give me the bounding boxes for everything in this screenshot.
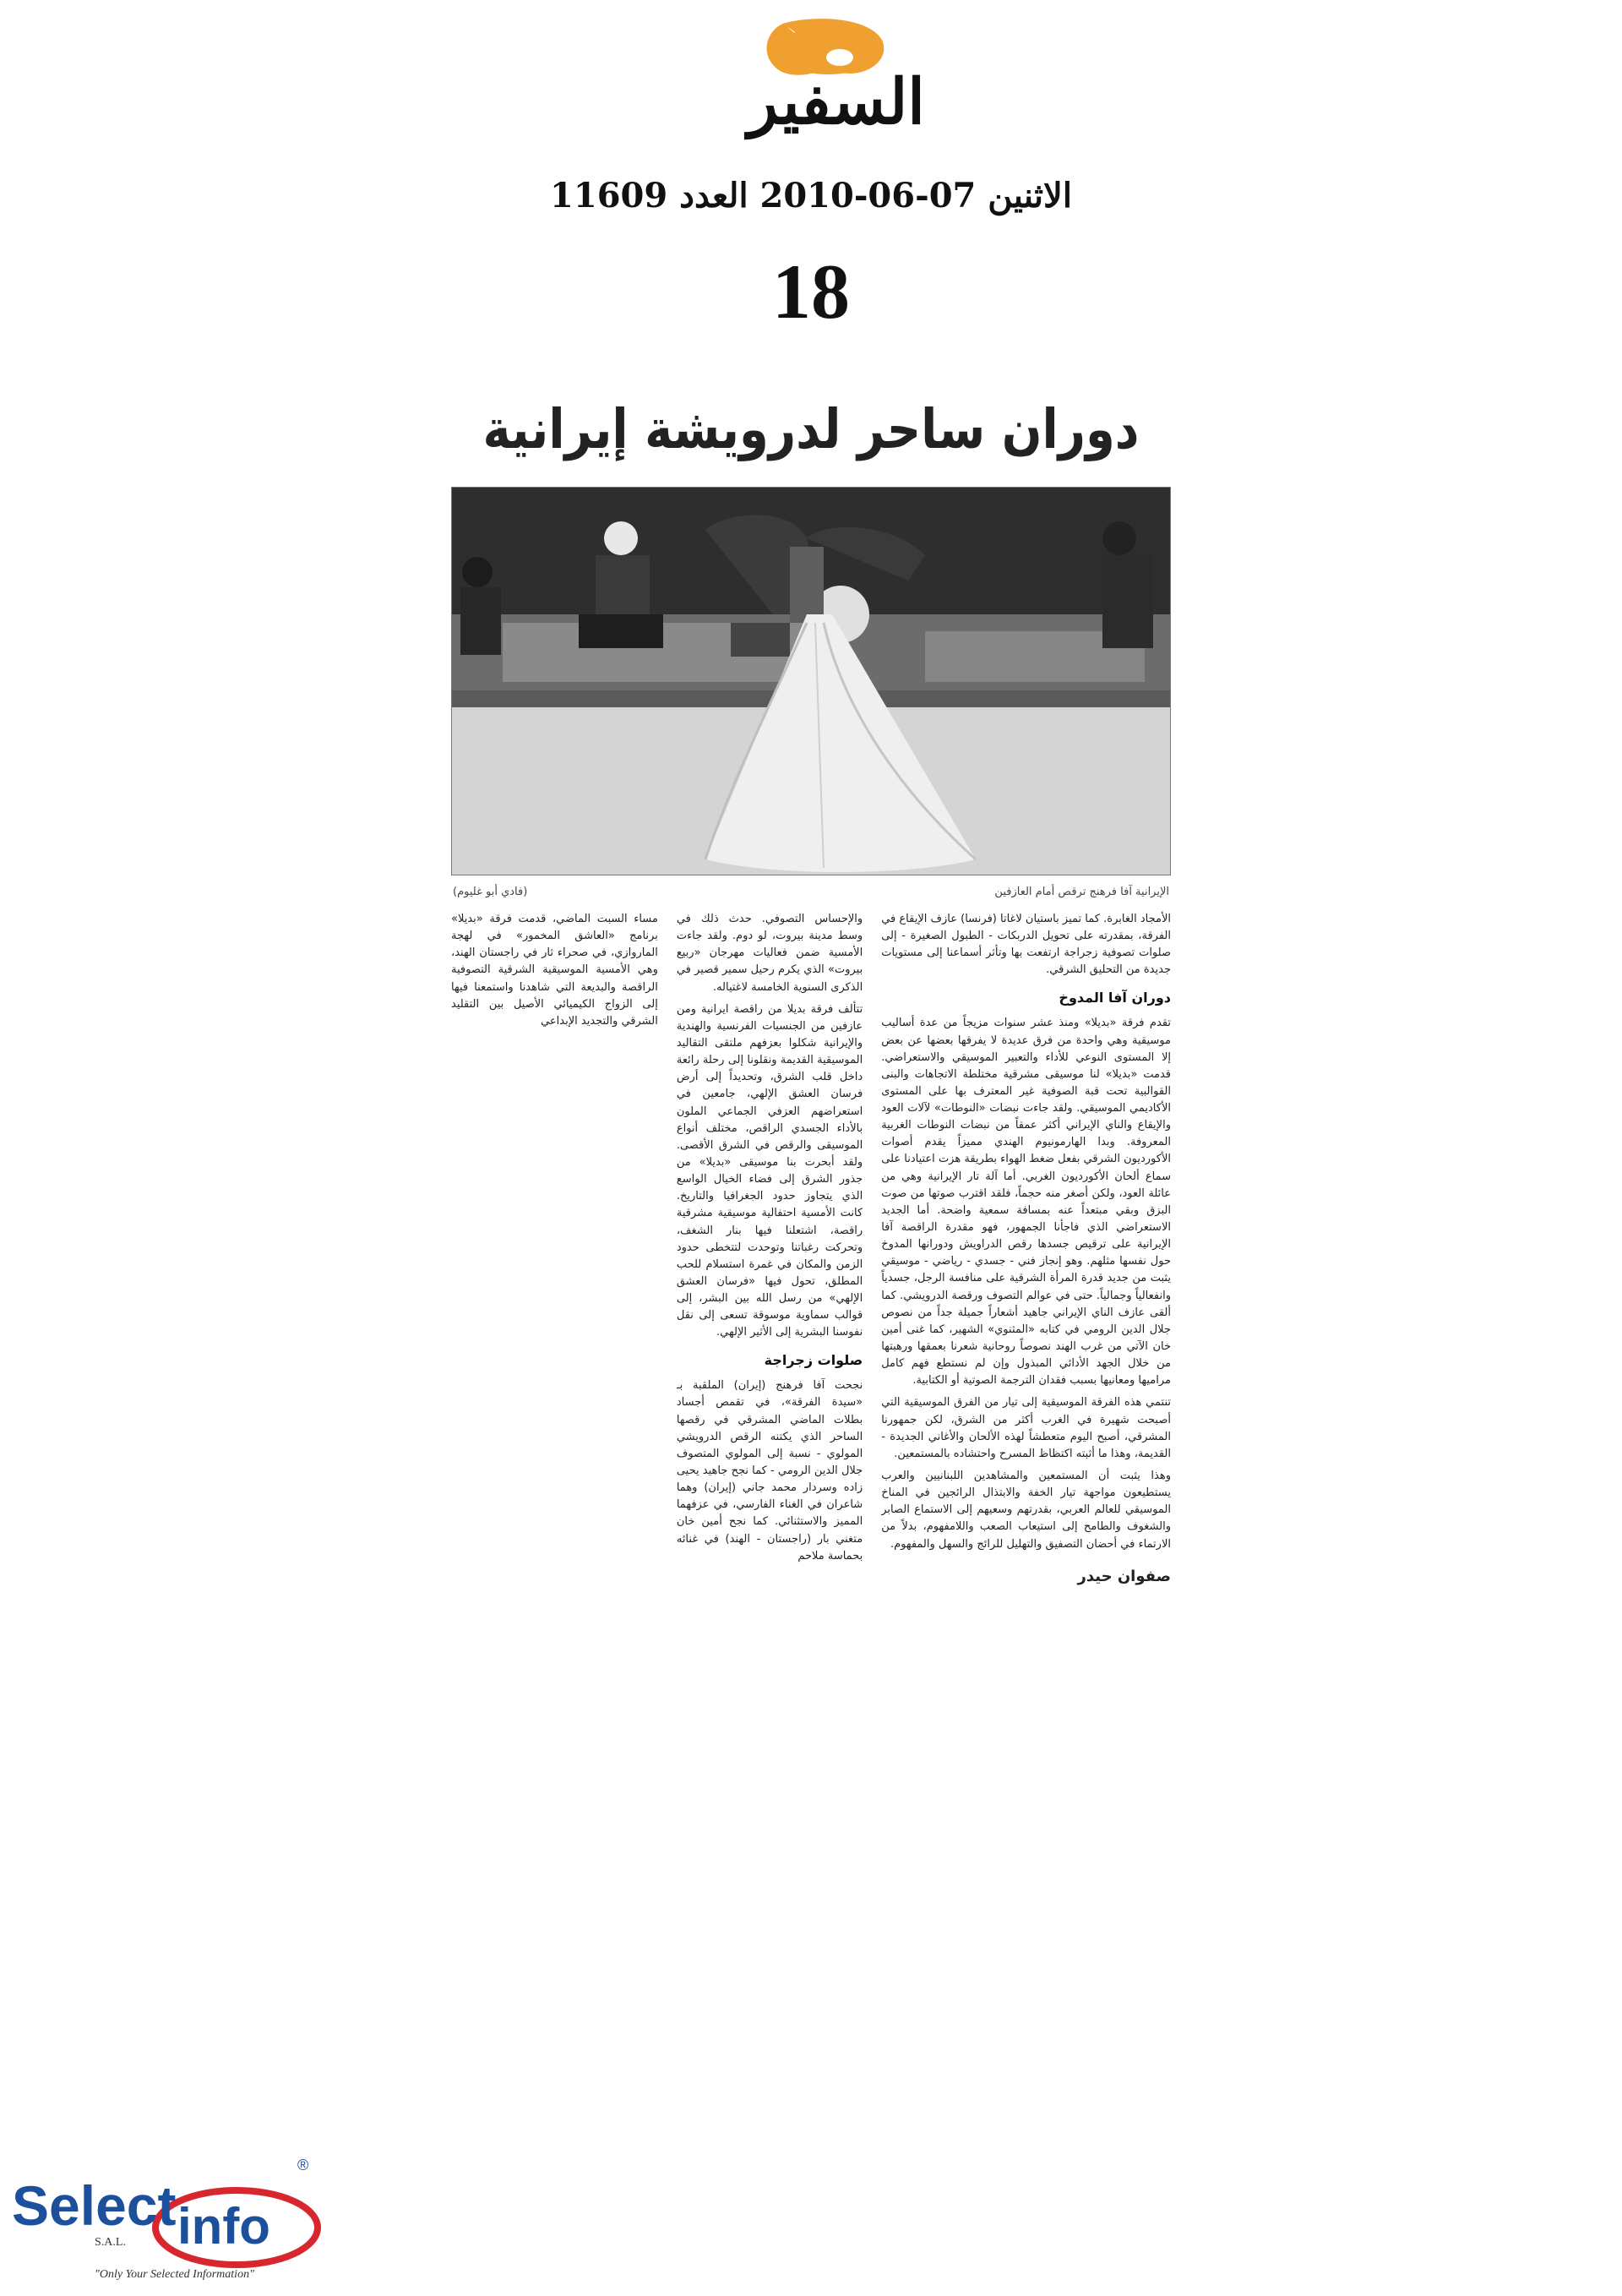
paragraph: تقدم فرقة «بديلا» ومنذ عشر سنوات مزيجاً من عدة أساليب موسيقية وهي واحدة من فرق عديدة لا يفرقها بعضها عن بعض إلا المستوى النوعي للأداء والتعبير الموسيقي والاستعراضي. قدمت «بديلا» لنا موسيقى مشرقية مختلطة الاتجاهات والبنى القوالبية تحت قبة الصوفية غير المعترف بها على المستوى الأكاديمي الموسيقي. ولقد جاءت نبضات «النوطات» لآلات العود والإيقاع والناي الإيراني أكثر عمقاً من نبضات النوطات الغربية المعروفة. وبدا الهارمونيوم الهندي مميزاً يقدم أصوات الأكورديون الشرقي بفعل ضغط الهواء بطريقة هزت اعتيادنا على سماع ألحان الأكورديون الغربي. أما آلة تار الإيرانية وهي من عائلة العود، ولكن أصغر منه حجماً، فلقد اقترب صوتها من صوت البزق وبقي مبتعداً عنه بمسافة سمعية واضحة. أما الجديد الاستعراضي الذي فاجأنا الجمهور، فهو مقدرة الراقصة آفا الإيرانية على ترقيص جسدها رقص الدراويش ودورانها المدوخ حول نفسها مثلهم. وهو إنجاز فني - جسدي - رياضي - موسيقي يثبت من جديد قدرة المرأة الشرقية على منافسة الرجل، جسدياً وانفعالياً وجمالياً. حتى في عوالم التصوف ورقصة الدرويشي. كما ألقى عازف الناي الإيراني جاهيد أشعاراً جميلة جداً من نصوص جلال الدين الرومي في كتابه «المثنوي» الشهير، كما غنى أمين خان الآتي من غرب الهند نصوصاً روحانية شعرنا بعمقها ورهبتها من خلال الجهد الأدائي المبذول وإن لم نستطع فهم كامل مراميها ومعانيها بسبب فقدان الترجمة الصوتية أو الكتابية.	[881, 1017, 1171, 1388]
newspaper-logo	[659, 17, 1014, 144]
article-column-3	[881, 911, 1171, 1942]
paragraph: تنتمي هذه الفرقة الموسيقية إلى تيار من الفرق الموسيقية التي أصبحت شهيرة في الغرب أكثر من الشرق، لكن جمهورنا المشرقي، أصبح اليوم متعطشاً لهذه الألحان والأغاني الجديدة - القديمة، وهذا ما أثبته اكتظاظ المسرح واحتشاده بالمستمعين.	[881, 1396, 1171, 1460]
select-info-word2: info	[177, 2198, 270, 2255]
paragraph: تتألف فرقة بديلا من راقصة ايرانية ومن عازفين من الجنسيات الفرنسية والهندية والإيرانية شكلوا بعزفهم ملتقى التقاليد الموسيقية القديمة ونقلونا إلى رحلة رائعة داخل قلب الشرق، وتحديداً إلى أرض فرسان العشق الإلهي، جامعين في استعراضهم العزفي الجماعي الملون بالأداء الجسدي الراقص، مختلف أنواع الموسيقى والرقص في الشرق الأقصى. ولقد أبحرت بنا موسيقى «بديلا» من جذور الشرق إلى فضاء الخيال الواسع الذي يتجاوز حدود الجغرافيا والتاريخ. كانت الأمسية احتفالية موسيقية مشرقية راقصة، اشتعلنا فيها بنار الشغف، وتحركت رغباتنا وتوحدت لتتخطى حدود الزمن والمكان في غمرة استسلام للحب المطلق، تحول فيها «فرسان العشق الإلهي» من رسل الله بين البشر، إلى قوالب سماوية موسوقة تسعى إلى نقل نفوسنا البشرية إلى الأثير الإلهي.	[676, 1002, 863, 1339]
newspaper-name: السفير	[748, 66, 925, 139]
photo-caption: الإيرانية آفا فرهنج ترقص أمام العازفين	[994, 886, 1169, 898]
article-body	[451, 911, 1171, 1942]
select-info-tagline: "Only Your Selected Information"	[95, 2268, 254, 2281]
select-info-logo	[7, 2153, 328, 2288]
subheading: صلوات زجراجة	[764, 1351, 863, 1368]
article-column-1	[451, 911, 658, 1942]
company-suffix: S.A.L.	[95, 2236, 126, 2249]
paragraph: والإحساس التصوفي. حدث ذلك في وسط مدينة بيروت، لو دوم. ولقد جاءت الأمسية ضمن فعاليات مهرجان «ربيع بيروت» الذي يكرم رحيل سمير قصير في الذكرى السنوية الخامسة لاغتياله.	[676, 913, 863, 994]
article-photo	[451, 487, 1171, 875]
select-info-word1: Select	[12, 2174, 177, 2237]
dervish-dancer-photo	[452, 488, 1170, 875]
paragraph: مساء السبت الماضي، قدمت فرقة «بديلا» برنامج «العاشق المخمور» في لهجة الماروازي، في صحراء ثار في راجستان الهند، وهي الأمسية الموسيقية الشرقية التصوفية الراقصة والبديعة التي شاهدنا واستمعنا فيها إلى الزواج الكيميائي الأصيل بين التقليد الشرقي والتجديد الإبداعي	[451, 913, 658, 1028]
article-column-2	[677, 911, 863, 1942]
registered-mark: ®	[297, 2157, 309, 2173]
article-headline: دوران ساحر لدرويشة إيرانية	[482, 398, 1140, 461]
issue-dateline: الاثنين 07-06-2010 العدد 11609	[550, 176, 1072, 215]
page-number: 18	[772, 248, 850, 335]
paragraph: وهذا يثبت أن المستمعين والمشاهدين اللبنانيين والعرب يستطيعون مواجهة تيار الخفة والابتذال الرائجين في المناخ الموسيقي للعالم العربي، بقدرتهم وسعيهم إلى الاستماع الصابر والشغوف والطامح إلى استيعاب الصعب واللامفهوم، بدلاً من الارتماء في أحضان التصفيق والتهليل للرائج والسهل والمفهوم.	[881, 1470, 1171, 1551]
author-byline: صفوان حيدر	[1077, 1567, 1171, 1585]
photo-credit: (فادي أبو غليوم)	[453, 886, 528, 898]
paragraph: الأمجاد الغابرة. كما تميز باستيان لاغاتا (فرنسا) عازف الإيقاع في الفرقة، بمقدرته على تحويل الدربكات - الطبول الصغيرة - إلى صلوات تصوفية زجراجة ارتفعت بها وتأثر أسماعنا إلى مستويات جديدة من التحليق الشرقي.	[881, 913, 1171, 977]
subheading: دوران آفا المدوخ	[1059, 989, 1171, 1006]
paragraph: نجحت آفا فرهنج (إيران) الملقبة بـ «سيدة الفرقة»، في تقمص أجساد بطلات الماضي المشرقي في رقصها الساحر الذي يكتنه الرقص الدرويشي المولوي - نسبة إلى المولوي المتصوف جلال الدين الرومي - كما نجح جاهيد يحيى زاده وسردار محمد جاني (إيران) وهما شاعران في الغناء الفارسي، في عزفهما المميز والاستثنائي. كما نجح أمين خان متغني بار (راجستان - الهند) في غنائه بحماسة ملاحم	[676, 1379, 863, 1562]
